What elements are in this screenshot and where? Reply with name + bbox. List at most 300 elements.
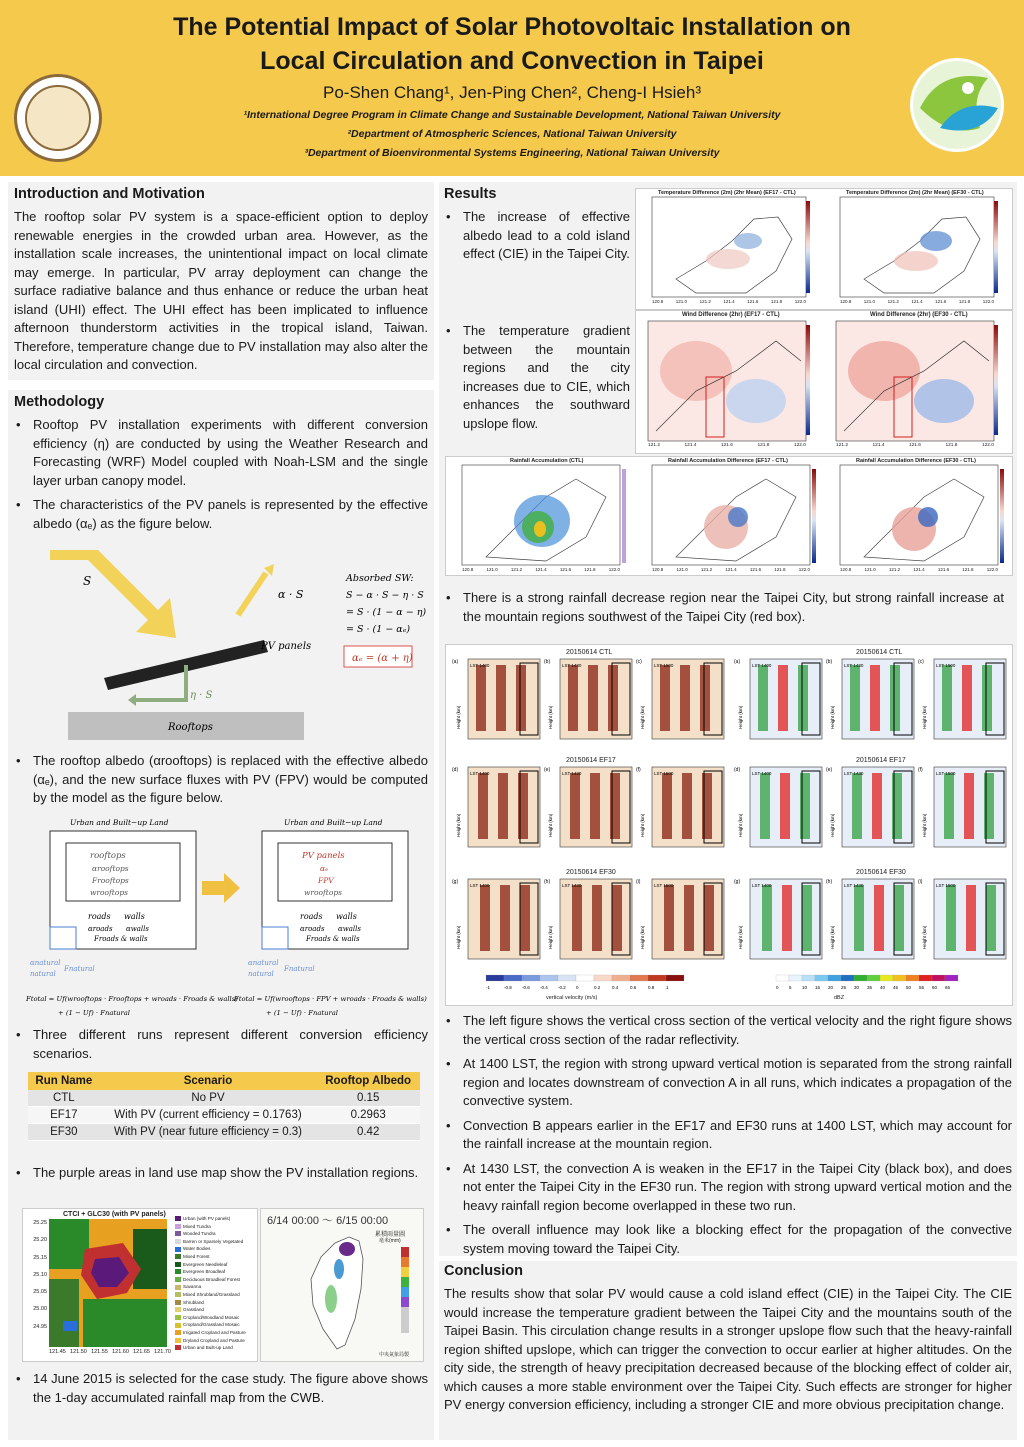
rain-title-ef30: Rainfall Accumulation Difference (EF30 - CTL) [856,458,976,464]
landuse-map-figure [22,1208,258,1362]
legend-item [175,1223,259,1231]
x-tick: 121.2 [648,443,661,448]
cs-streak [964,773,974,839]
legend-item [175,1291,259,1299]
affiliation-2: ²Department of Atmospheric Sciences, National Taiwan University [347,128,677,140]
x-tick: 121.4 [535,567,547,572]
cs-streak [850,665,860,731]
cs-title-ef30-left: 20150614 EF30 [566,869,616,876]
dbz-colorbar-tick: 65 [945,985,951,990]
left-f-rooftops: Frooftops [92,876,129,885]
cs-height-label: Height (km) [548,813,553,837]
vv-colorbar-cell [594,975,612,981]
legend-item [175,1321,259,1329]
taiwan-rain-shape [261,1209,425,1363]
cell: 0.15 [316,1090,420,1107]
vv-colorbar-tick: 0.6 [630,985,637,990]
legend-item [175,1276,259,1284]
cs-streak [496,665,506,731]
legend-label: Water Bodies [183,1246,211,1252]
right-natural: natural [248,970,274,978]
y-tick: 25.25 [33,1220,47,1226]
title-line-1: The Potential Impact of Solar Photovoltaic Installation on [173,13,851,41]
x-tick: 121.6 [559,567,572,572]
legend-item [175,1268,259,1276]
results-bullet-6: • Convection B appears earlier in the EF17 and EF30 runs at 1400 LST, which may account for the rainfall increase at the mountain region. [444,1117,1012,1154]
legend-label: Wooded Tundra [183,1231,216,1237]
cs-panel-letter: (a) [452,659,459,665]
x-tick: 121.4 [911,299,923,304]
legend-swatch [175,1239,181,1244]
x-tick: 121.8 [945,443,958,448]
cs-streak [612,885,622,951]
cs-panel-letter: (c) [636,659,642,665]
cs-streak [780,773,790,839]
temp-title-ef17: Temperature Difference (2m) (2hr Mean) (EF17 - CTL) [658,190,796,196]
cs-height-label: Height (km) [922,705,927,729]
cs-streak [966,885,976,951]
right-f-rw: Froads & walls [306,935,360,943]
left-rooftops: rooftops [90,851,126,861]
cs-streak [500,885,510,951]
left-roads: roads [88,912,111,921]
cs-streak [662,773,672,839]
cs-streak [572,885,582,951]
cs-streak [782,885,792,951]
cs-height-label: Height (km) [640,925,645,949]
table-row [28,1090,420,1107]
reflect-label: α · S [278,588,304,601]
cs-time-label: LST 1400 [752,771,772,776]
legend-swatch [175,1292,181,1297]
x-tick: 121.0 [675,299,688,304]
cs-height-label: Height (km) [830,813,835,837]
x-tick: 121.6 [937,567,950,572]
right-roads: roads [300,912,323,921]
runs-table [28,1072,420,1141]
cs-streak [608,665,618,731]
x-tick: 120.8 [652,299,664,304]
x-tick: 120.8 [652,567,664,572]
cs-panel-letter: (d) [734,767,741,773]
absorbed-title: Absorbed SW: [346,573,414,584]
right-a-natural: αnatural [248,959,279,967]
cs-streak [664,885,674,951]
x-tick: 121.6 [747,299,759,304]
x-tick: 121.2 [887,299,899,304]
cs-streak [480,885,490,951]
dbz-colorbar-cell [789,975,802,981]
s-label: S [83,574,92,588]
dbz-colorbar-cell [854,975,867,981]
x-tick: 121.8 [757,443,770,448]
cs-streak [854,885,864,951]
legend-item [175,1329,259,1337]
cs-panel-letter: (i) [918,879,923,885]
method-bullet-3: • The rooftop albedo (αrooftops) is replaced with the effective albedo (αₑ), and the new surface fluxes with PV (FPV) would be computed by the model as the figure below. [14,752,428,808]
cs-title-ef17-right: 20150614 EF17 [856,757,906,764]
dbz-colorbar-cell [945,975,958,981]
cs-panel-letter: (f) [918,767,923,773]
cs-panel-letter: (b) [544,659,551,665]
pv-panel-label: PV panels [261,641,312,652]
cs-streak [778,665,788,731]
x-tick: 121.8 [770,299,783,304]
cs-streak [890,665,900,731]
dbz-colorbar-tick: 15 [815,985,821,990]
right-f-natural: Fnatural [284,965,315,973]
legend-swatch [175,1254,181,1259]
method-bullet-5: • The purple areas in land use map show the PV installation regions. [14,1164,428,1183]
cs-streak [590,773,600,839]
legend-item [175,1238,259,1246]
table-row [28,1124,420,1141]
cs-time-label: LST 1500 [654,883,674,888]
dbz-colorbar-cell [919,975,932,981]
rain-map-title: 6/14 00:00 ～ 6/15 00:00 [267,1215,389,1227]
absorbed-eq-2: = S · (1 − α − η) [346,607,427,618]
cs-streak [760,773,770,839]
x-tick: 121.2 [836,443,849,448]
vv-colorbar-cell [504,975,522,981]
cs-height-label: Height (km) [738,925,743,949]
x-tick: 121.8 [584,567,596,572]
dbz-colorbar-cell [893,975,906,981]
x-tick: 121.6 [749,567,762,572]
legend-item [175,1344,259,1352]
cs-time-label: LST 1500 [936,883,956,888]
vv-colorbar-cell [576,975,594,981]
vv-colorbar-tick: 0 [576,985,579,990]
temp-x-ticks-ef17 [652,299,806,304]
right-w-rooftops: wrooftops [304,888,342,897]
x-tick: 121.2 [888,567,901,572]
method-bullet-6: • 14 June 2015 is selected for the case study. The figure above shows the 1-day accumulated rainfall map from the CWB. [14,1370,428,1407]
rainfall-accumulation-figure [445,456,1013,576]
affiliation-3: ³Department of Bioenvironmental Systems Engineering, National Taiwan University [304,147,720,159]
legend-label: Evergreen Needleleaf [183,1261,228,1267]
cell: No PV [100,1090,317,1107]
vv-colorbar-tick: -0.6 [522,985,530,990]
vv-colorbar-cell [630,975,648,981]
vv-colorbar-tick: 0.2 [594,985,601,990]
legend-swatch [175,1300,181,1305]
legend-label: Cropland/Grassland Mosaic [183,1322,240,1328]
cs-panel-letter: (g) [452,879,459,885]
cs-panel-letter: (g) [734,879,741,885]
left-natural: natural [30,970,56,978]
rain-map-credit: 中央氣象局製 [379,1352,410,1358]
conclusion-heading: Conclusion [444,1263,523,1279]
x-tick: 120.8 [462,567,474,572]
eq-left-1: Ftotal = Uf(wrooftops · Frooftops + wroads · Froads & walls) [26,995,238,1003]
left-land-title: Urban and Built−up Land [70,818,169,827]
y-tick: 25.15 [33,1254,47,1261]
cs-streak [498,773,508,839]
y-tick: 25.20 [33,1237,47,1244]
dbz-colorbar-label: dBZ [834,995,845,1001]
left-a-natural: αnatural [30,959,61,967]
legend-item [175,1306,259,1314]
cs-time-label: LST 1400 [752,883,772,888]
right-a-e: αₑ [320,864,328,873]
legend-swatch [175,1247,181,1252]
x-tick: 121.65 [133,1349,150,1355]
cs-height-label: Height (km) [548,925,553,949]
x-tick: 121.8 [962,567,974,572]
legend-label: Irrigated Cropland and Pasture [183,1329,246,1335]
legend-item [175,1245,259,1253]
left-f-rw: Froads & walls [94,935,148,943]
cell: 0.42 [316,1124,420,1141]
x-tick: 121.70 [154,1349,171,1355]
cs-streak [872,773,882,839]
cs-height-label: Height (km) [456,705,461,729]
methodology-panel [8,390,434,1440]
cs-streak [894,885,904,951]
results-bullet-3: • There is a strong rainfall decrease region near the Taipei City, but strong rainfall increase at the mountain regions southwest of the Taipei City (red box). [444,589,1004,626]
cs-streak [516,665,526,731]
authors: Po-Shen Chang¹, Jen-Ping Chen², Cheng-I Hsieh³ [323,83,701,102]
dbz-colorbar-tick: 30 [854,985,860,990]
cs-panel-letter: (f) [636,767,641,773]
landuse-title: CTCI + GLC30 (with PV panels) [63,1211,166,1218]
cs-streak [478,773,488,839]
cell: With PV (current efficiency = 0.1763) [100,1107,317,1124]
wind-difference-figure [635,310,1013,454]
cwb-rainfall-map [260,1208,424,1362]
rain-title-ef17: Rainfall Accumulation Difference (EF17 - CTL) [668,458,788,464]
cs-streak [798,665,808,731]
results-panel [439,182,1017,1256]
intro-panel [8,182,434,380]
wind-x-ticks-ef30 [836,443,994,448]
cs-title-ctl-right: 20150614 CTL [856,649,903,656]
cell: EF30 [28,1124,100,1141]
vv-colorbar-cell [612,975,630,981]
cs-time-label: LST 1430 [844,883,864,888]
rain-map-unit: 毫米(mm) [379,1238,401,1244]
rooftops-label: Rooftops [168,722,213,733]
legend-item [175,1299,259,1307]
results-bullet-4: • The left figure shows the vertical cross section of the vertical velocity and the right figure shows the vertical cross section of the radar reflectivity. [444,1012,1012,1049]
results-bullet-2: • The temperature gradient between the mountain regions and the city increases due to CIE, which enhances the southward upslope flow. [444,322,630,433]
x-tick: 121.45 [49,1349,66,1355]
th-run-name: Run Name [28,1072,100,1090]
legend-item [175,1215,259,1223]
temp-title-ef30: Temperature Difference (2m) (2hr Mean) (EF30 - CTL) [846,190,984,196]
replace-arrow [202,873,240,903]
legend-swatch [175,1285,181,1290]
cs-panel-letter: (h) [544,879,551,885]
poster-title [120,10,904,78]
x-tick: 122.0 [794,299,806,304]
x-tick: 121.4 [723,299,735,304]
cs-streak [684,885,694,951]
cs-panel-letter: (e) [544,767,551,773]
cs-panel-letter: (i) [636,879,641,885]
x-tick: 122.0 [793,443,806,448]
vv-colorbar-tick: 0.4 [612,985,619,990]
cs-time-label: LST 1430 [562,663,582,668]
legend-swatch [175,1330,181,1335]
x-tick: 121.0 [864,567,876,572]
legend-item [175,1337,259,1345]
legend-swatch [175,1323,181,1328]
vv-colorbar-cell [558,975,576,981]
left-a-roads: αroads [88,925,113,933]
rain-x-ticks-ef17 [652,567,810,572]
th-albedo: Rooftop Albedo [316,1072,420,1090]
cs-height-label: Height (km) [830,705,835,729]
legend-swatch [175,1338,181,1343]
cs-streak [758,665,768,731]
dbz-colorbar-cell [802,975,815,981]
vv-colorbar-tick: -0.4 [540,985,548,990]
program-logo [910,58,1004,152]
cs-panel-letter: (b) [826,659,833,665]
vv-colorbar-cell [522,975,540,981]
results-bullet-8: • The overall influence may look like a blocking effect for the propagation of the convective system moving toward the Taipei City. [444,1221,1012,1258]
dbz-colorbar-tick: 0 [776,985,779,990]
rain-x-ticks-ef30 [840,567,998,572]
legend-label: Urban and Built-up Land [183,1345,233,1351]
x-tick: 120.8 [840,567,852,572]
y-tick: 25.00 [33,1306,47,1313]
cs-height-label: Height (km) [738,705,743,729]
cs-height-label: Height (km) [922,925,927,949]
dbz-colorbar-tick: 25 [841,985,847,990]
dbz-colorbar-tick: 20 [828,985,834,990]
x-tick: 121.2 [699,299,711,304]
x-tick: 121.6 [908,443,921,448]
legend-swatch [175,1269,181,1274]
legend-label: Urban (with PV panels) [183,1216,231,1221]
y-tick: 25.10 [33,1271,47,1278]
legend-swatch [175,1262,181,1267]
cross-section-panels [446,645,1014,1007]
y-tick: 24.95 [33,1323,47,1330]
conclusion-panel [439,1261,1017,1440]
rain-maps [446,457,1014,577]
cs-height-label: Height (km) [640,705,645,729]
legend-label: Cropland/Woodland Mosaic [183,1314,240,1320]
cs-height-label: Height (km) [548,705,553,729]
legend-swatch [175,1307,181,1312]
cs-panel-letter: (e) [826,767,833,773]
runs-table-wrap [28,1072,420,1141]
dbz-colorbar-cell [828,975,841,981]
dbz-colorbar-tick: 55 [919,985,925,990]
x-tick: 120.8 [840,299,852,304]
cs-time-label: LST 1500 [936,771,956,776]
dbz-colorbar-tick: 5 [789,985,792,990]
legend-item [175,1253,259,1261]
left-w-rooftops: wrooftops [90,888,128,897]
cs-title-ctl-left: 20150614 CTL [566,649,613,656]
results-heading: Results [444,186,497,202]
vv-colorbar-label: vertical velocity (m/s) [546,995,598,1001]
x-tick: 121.0 [676,567,688,572]
right-walls: walls [336,912,357,921]
legend-label: Barren or Sparsely Vegetated [183,1238,244,1244]
legend-label: Savanna [183,1284,202,1290]
cs-streak [762,885,772,951]
x-tick: 121.2 [510,567,523,572]
effective-albedo-eq: αₑ = (α + η) [352,653,413,664]
legend-item [175,1261,259,1269]
cs-time-label: LST 1500 [654,771,674,776]
cell: With PV (near future efficiency = 0.3) [100,1124,317,1141]
wind-title-ef30: Wind Difference (2hr) (EF30 - CTL) [870,312,968,318]
legend-label: Dryland Cropland and Pasture [183,1337,245,1343]
rain-title-ctl: Rainfall Accumulation (CTL) [510,458,584,464]
cs-streak [680,665,690,731]
results-bullet-5: • At 1400 LST, the region with strong upward vertical motion is separated from the strong rainfall region and locates downstream of convection A in all runs, which indicates a propagation of the convective system. [444,1055,1012,1111]
vv-colorbar-cell [540,975,558,981]
cs-streak [520,885,530,951]
cell: 0.2963 [316,1107,420,1124]
cs-panel-letter: (h) [826,879,833,885]
right-f-pv: FPV [318,876,334,885]
cs-streak [568,665,578,731]
cs-streak [570,773,580,839]
x-tick: 122.0 [982,299,994,304]
eq-right-1: Ftotal = Uf(wrooftops · FPV + wroads · Froads & walls) [234,995,427,1003]
x-tick: 121.6 [935,299,947,304]
urban-surface-flux-diagram [22,815,427,1025]
cs-height-label: Height (km) [640,813,645,837]
temp-x-ticks-ef30 [840,299,994,304]
dbz-colorbar-tick: 35 [867,985,873,990]
wind-title-ef17: Wind Difference (2hr) (EF17 - CTL) [682,312,780,318]
cs-streak [962,665,972,731]
dbz-colorbar-cell [841,975,854,981]
legend-swatch [175,1216,181,1221]
dbz-colorbar-tick: 60 [932,985,938,990]
cs-height-label: Height (km) [830,925,835,949]
method-bullet-1: • Rooftop PV installation experiments with different conversion efficiency (η) are conducted by using the Weather Research and Forecasting (WRF) Model coupled with Noah-LSM and the single layer urban canopy model. [14,416,428,490]
vv-colorbar-tick: -1 [486,985,491,990]
legend-swatch [175,1345,181,1350]
cs-time-label: LST 1400 [470,883,490,888]
x-tick: 121.4 [684,443,697,448]
vv-colorbar-tick: 1 [666,985,669,990]
landuse-y-ticks [25,1215,47,1336]
cross-section-figure [445,644,1013,1006]
cs-streak [986,885,996,951]
dbz-colorbar-tick: 50 [906,985,912,990]
legend-label: Evergreen Broadleaf [183,1269,226,1275]
legend-item [175,1314,259,1322]
method-bullet-4: • Three different runs represent different conversion efficiency scenarios. [14,1026,428,1063]
absorbed-eq-1: S − α · S − η · S [346,590,424,601]
rain-map-subtitle: 累積雨量圖 [375,1232,406,1238]
wind-x-ticks-ef17 [648,443,806,448]
vv-colorbar-tick: 0.8 [648,985,655,990]
x-tick: 122.0 [986,567,998,572]
left-a-rooftops: αrooftops [92,864,129,873]
x-tick: 121.6 [720,443,733,448]
wind-maps [636,311,1014,455]
ntu-seal-logo [14,74,102,162]
method-bullet-2: • The characteristics of the PV panels is represented by the effective albedo (αₑ) as the figure below. [14,496,428,533]
temperature-difference-figure [635,188,1013,310]
landuse-x-ticks [49,1349,171,1355]
cs-streak [588,665,598,731]
x-tick: 122.0 [798,567,810,572]
cs-height-label: Height (km) [738,813,743,837]
